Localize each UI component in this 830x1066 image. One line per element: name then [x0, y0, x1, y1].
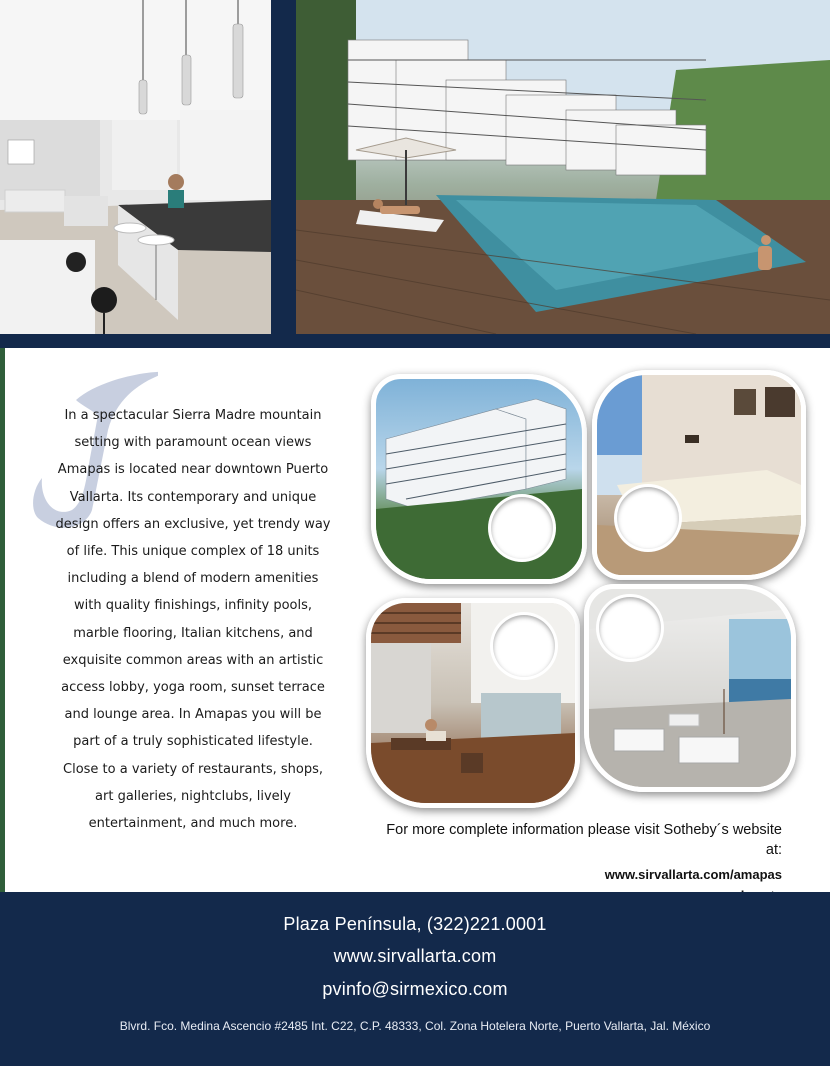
website-link[interactable]: www.sirvallarta.com [333, 946, 497, 966]
amapas-link[interactable]: www.sirvallarta.com/amapas [604, 867, 782, 882]
decorative-circle-cutout [599, 597, 661, 659]
decorative-circle-cutout [493, 615, 555, 677]
decorative-circle-cutout [617, 487, 679, 549]
building-exterior-photo [371, 374, 587, 584]
intro-line: with quality finishings, infinity pools, [74, 598, 312, 614]
intro-line: exquisite common areas with an artistic [62, 652, 324, 668]
living-room-photo [584, 584, 796, 792]
kitchen-illustration [0, 0, 271, 334]
intro-line: marble flooring, Italian kitchens, and [73, 625, 313, 641]
office-phone: Plaza Península, (322)221.0001 [283, 914, 547, 934]
more-info-lead: For more complete information please visit Sotheby´s website at: [386, 822, 782, 858]
intro-line: setting with paramount ocean views [74, 435, 312, 451]
intro-line: including a blend of modern amenities [67, 571, 319, 587]
intro-line: Amapas is located near downtown Puerto [57, 462, 329, 478]
footer [0, 892, 830, 1066]
intro-line: entertainment, and much more. [88, 816, 298, 832]
bedroom-illustration [597, 375, 801, 575]
pool-illustration [296, 0, 830, 334]
intro-line: Vallarta. Its contemporary and unique [69, 489, 317, 505]
office-address: Blvrd. Fco. Medina Ascencio #2485 Int. C22, C.P. 48333, Col. Zona Hotelera Norte, Puerto Vallarta, Jal. México [119, 1019, 711, 1033]
kitchen-interior-photo [0, 0, 271, 334]
building-illustration [376, 379, 582, 579]
intro-line: of life. This unique complex of 18 units [66, 544, 320, 560]
bedroom-photo [592, 370, 806, 580]
intro-line: Close to a variety of restaurants, shops, [63, 761, 323, 777]
intro-line: access lobby, yoga room, sunset terrace [61, 680, 325, 696]
intro-line: part of a truly sophisticated lifestyle. [73, 734, 313, 750]
terrace-lounge-photo [366, 598, 580, 808]
intro-line: In a spectacular Sierra Madre mountain [64, 408, 322, 423]
intro-paragraph [40, 402, 346, 837]
decorative-circle-cutout [491, 497, 553, 559]
divider-band [0, 334, 830, 348]
intro-line: design offers an exclusive, yet trendy way [55, 516, 331, 532]
intro-line: art galleries, nightclubs, lively [95, 788, 291, 804]
pool-terrace-photo [296, 0, 830, 334]
email-link[interactable]: pvinfo@sirmexico.com [322, 979, 508, 999]
left-edge-strip [0, 348, 5, 892]
intro-line: and lounge area. In Amapas you will be [64, 707, 322, 723]
